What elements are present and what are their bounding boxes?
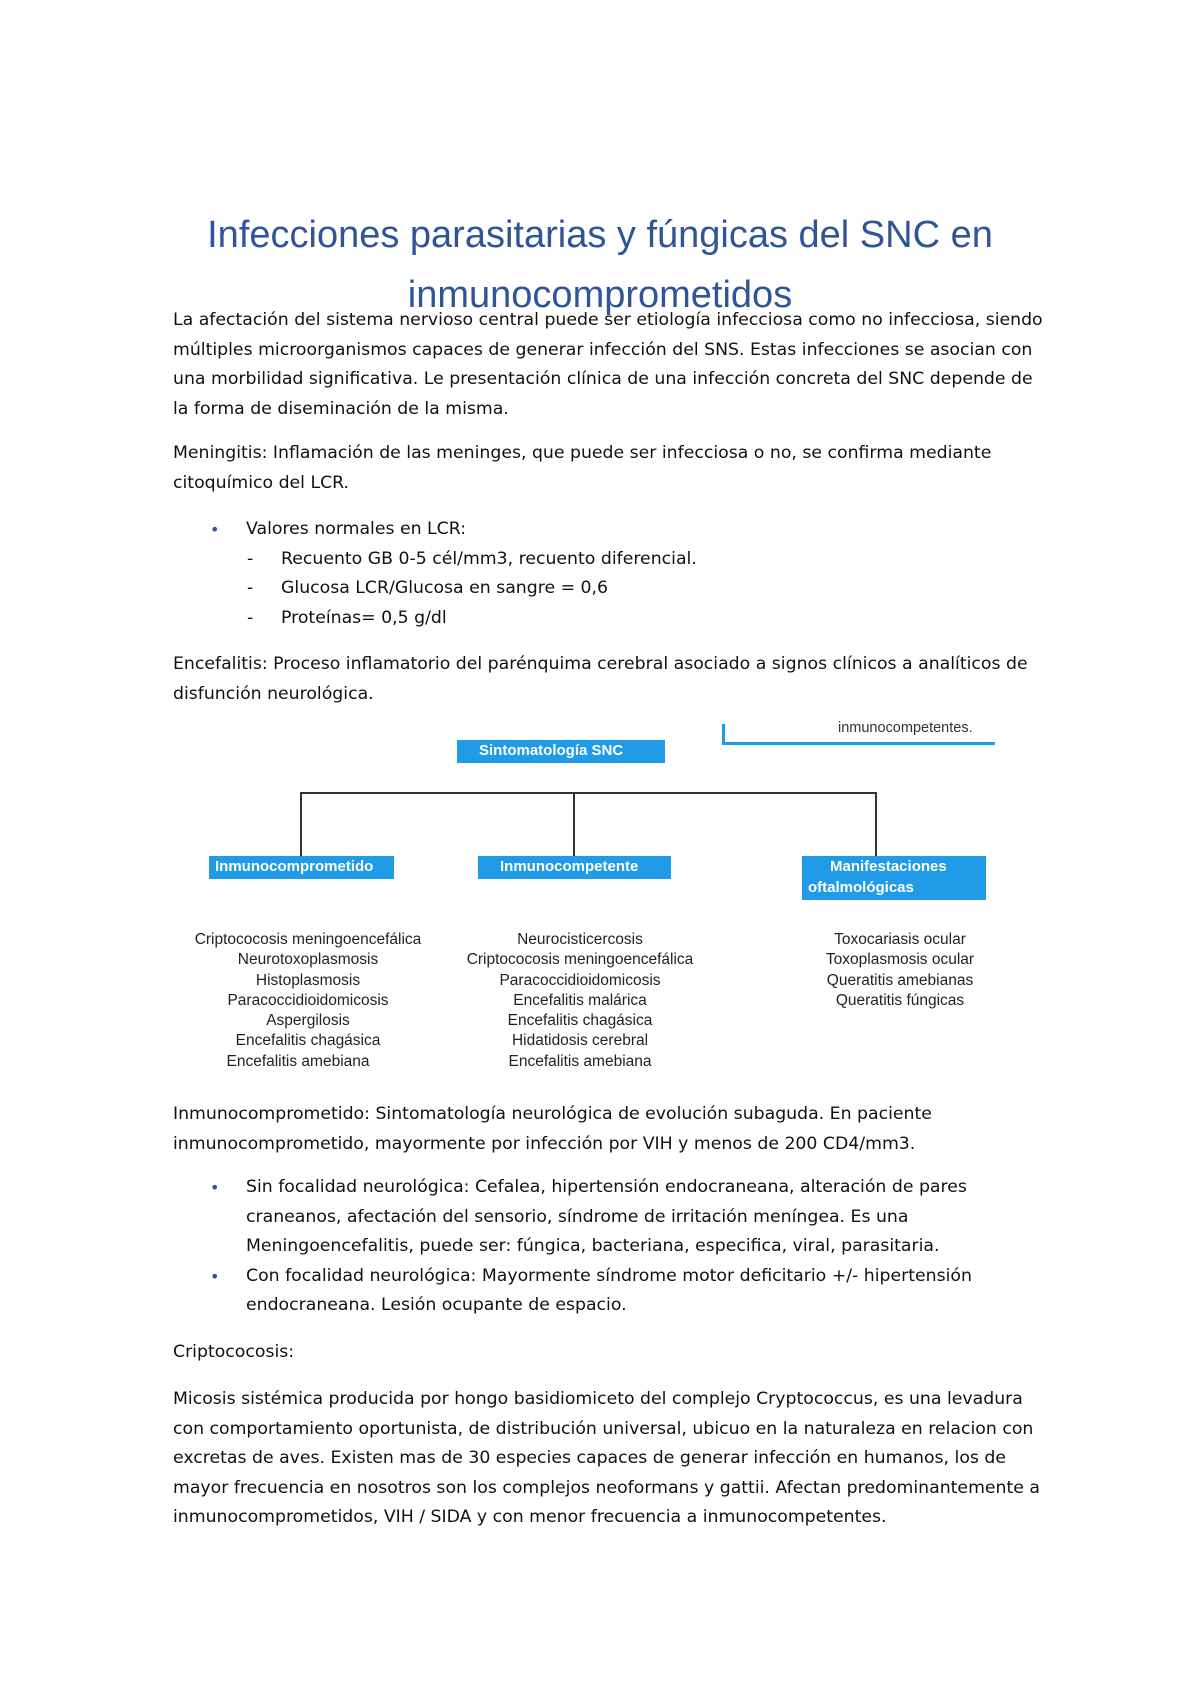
list-item bbox=[173, 545, 1043, 575]
branch-box-oftalmologicas bbox=[802, 856, 986, 900]
intro-paragraph: La afectación del sistema nervioso central puede ser etiología infecciosa como no infecciosa, siendo múltiples microorganismos capaces de generar infección del SNS. Estas infecciones se asocian con una morbilidad significativa. Le presentación clínica de una infección concreta del SNC depende de la forma de diseminación de la misma. bbox=[173, 310, 1043, 419]
criptococosis-heading: Criptococosis: bbox=[173, 1342, 295, 1362]
bullet-icon: • bbox=[210, 1178, 220, 1197]
dash-icon: - bbox=[247, 578, 254, 598]
inmuno-term: Inmunocomprometido: bbox=[173, 1104, 370, 1124]
meningitis-paragraph bbox=[173, 439, 1043, 498]
list-item: Criptococosis meningoencefálica bbox=[466, 951, 694, 969]
list-item: Histoplasmosis bbox=[255, 971, 361, 989]
list-item: Encefalitis amebiana bbox=[226, 1052, 370, 1070]
connector-line bbox=[300, 792, 876, 794]
meningitis-text: Inflamación de las meninges, que puede ser infecciosa o no, se confirma mediante citoquímico del LCR. bbox=[173, 443, 992, 493]
branch-list-inmunocomprometido bbox=[158, 930, 458, 1072]
list-item: Encefalitis amebiana bbox=[508, 1052, 652, 1070]
list-item: Encefalitis chagásica bbox=[507, 1012, 653, 1030]
list-item bbox=[173, 1262, 1043, 1321]
lcr-item: Glucosa LCR/Glucosa en sangre = 0,6 bbox=[281, 578, 609, 598]
inmuno-text: Sintomatología neurológica de evolución subaguda. En paciente inmunocomprometido, mayormente por infección por VIH y menos de 200 CD4/mm3. bbox=[173, 1104, 932, 1154]
top-note-text: inmunocompetentes. bbox=[838, 720, 973, 736]
meningitis-term: Meningitis: bbox=[173, 443, 268, 463]
focal-item: Sin focalidad neurológica: Cefalea, hipertensión endocraneana, alteración de pares craneanos, afectación del sensorio, síndrome de irritación meníngea. Es una Meningoencefalitis, puede ser: fúngica, bacteriana, especifica, viral, parasitaria. bbox=[246, 1177, 967, 1256]
list-item: Criptococosis meningoencefálica bbox=[194, 931, 422, 948]
list-item: Paracoccidioidomicosis bbox=[499, 971, 661, 989]
branch-list-inmunocompetente bbox=[430, 930, 730, 1072]
lcr-item: Proteínas= 0,5 g/dl bbox=[281, 607, 447, 628]
branch-label-line: Manifestaciones bbox=[830, 858, 947, 875]
dash-icon: - bbox=[247, 607, 254, 628]
root-box: Sintomatología SNC bbox=[457, 740, 665, 763]
encefalitis-paragraph bbox=[173, 650, 1043, 709]
criptococosis-paragraph: Micosis sistémica producida por hongo basidiomiceto del complejo Cryptococcus, es una levadura con comportamiento oportunista, de distribución universal, ubicuo en la naturaleza en relacion con excretas de aves. Existen mas de 30 especies capaces de generar infección en humanos, los de mayor frecuencia en nosotros son los complejos neoformans y gattii. Afectan predominantemente a inmunocomprometidos, VIH / SIDA y con menor frecuencia a inmunocompetentes. bbox=[173, 1389, 1040, 1527]
lcr-heading: Valores normales en LCR: bbox=[246, 519, 467, 539]
list-item bbox=[173, 574, 1043, 604]
list-item: Hidatidosis cerebral bbox=[511, 1032, 649, 1050]
list-item: Neurocisticercosis bbox=[517, 931, 643, 948]
list-item: Queratitis fúngicas bbox=[835, 991, 965, 1009]
list-item: Toxocariasis ocular bbox=[834, 931, 966, 948]
connector-line bbox=[300, 792, 302, 866]
bullet-icon: • bbox=[210, 520, 220, 539]
list-item: Encefalitis chagásica bbox=[235, 1032, 381, 1050]
encefalitis-text: Proceso inflamatorio del parénquima cerebral asociado a signos clínicos a analíticos de disfunción neurológica. bbox=[173, 654, 1028, 704]
lcr-values-list bbox=[173, 515, 1043, 633]
connector-line bbox=[875, 792, 877, 866]
list-item: Aspergilosis bbox=[266, 1012, 350, 1030]
snc-diagram bbox=[0, 718, 1200, 1078]
connector-line bbox=[573, 792, 575, 866]
list-item bbox=[173, 604, 1043, 634]
focal-item: Con focalidad neurológica: Mayormente síndrome motor deficitario +/- hipertensión endocraneana. Lesión ocupante de espacio. bbox=[246, 1265, 972, 1315]
list-item: Neurotoxoplasmosis bbox=[237, 951, 379, 969]
list-item: Toxoplasmosis ocular bbox=[825, 951, 975, 969]
branch-label-line: oftalmológicas bbox=[808, 879, 914, 896]
dash-icon: - bbox=[247, 548, 254, 569]
encefalitis-term: Encefalitis: bbox=[173, 654, 268, 674]
list-item: Paracoccidioidomicosis bbox=[227, 991, 389, 1009]
branch-box-inmunocomprometido: Inmunocomprometido bbox=[209, 856, 394, 879]
list-item: Queratitis amebianas bbox=[826, 971, 974, 989]
branch-box-inmunocompetente: Inmunocompetente bbox=[478, 856, 671, 879]
page-title: Infecciones parasitarias y fúngicas del SNC en inmunocomprometidos bbox=[207, 214, 993, 317]
lcr-item: Recuento GB 0-5 cél/mm3, recuento diferencial. bbox=[281, 548, 697, 569]
focalidad-list bbox=[173, 1173, 1043, 1321]
list-item: Encefalitis malárica bbox=[513, 991, 647, 1009]
branch-list-oftalmologicas bbox=[780, 930, 1020, 1011]
list-item bbox=[173, 515, 1043, 545]
bullet-icon: • bbox=[210, 1266, 220, 1286]
inmunocomprometido-paragraph bbox=[173, 1100, 1043, 1159]
list-item bbox=[173, 1173, 1043, 1262]
top-note-bracket bbox=[722, 720, 995, 745]
